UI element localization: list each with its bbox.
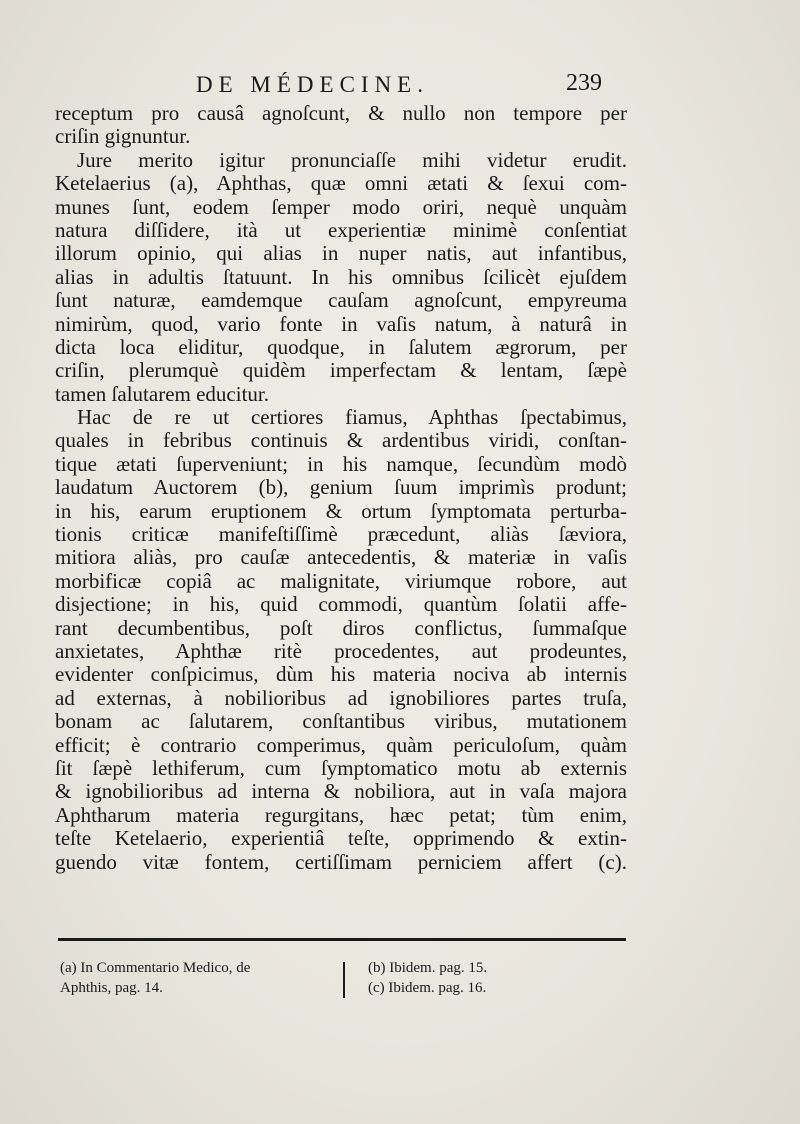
- text-line: guendo vitæ fontem, certiſſimam perniciem affert (c).: [55, 849, 627, 874]
- text-line: rant decumbentibus, poſt diros conflictus, ſummaſque: [55, 615, 627, 640]
- text-line: tamen ſalutarem educitur.: [55, 381, 269, 406]
- text-line: bonam ac ſalutarem, conſtantibus viribus, mutationem: [55, 709, 627, 734]
- text-line: tionis criticæ manifeſtiſſimè præcedunt, aliàs ſæviora,: [55, 522, 627, 547]
- text-line: criſin gignuntur.: [55, 124, 191, 149]
- footnote-a: (a) In Commentario Medico, de: [60, 960, 251, 976]
- text-line: Hac de re ut certiores fiamus, Aphthas ſpectabimus,: [77, 405, 627, 430]
- text-line: efficit; è contrario comperimus, quàm periculoſum, quàm: [55, 732, 627, 757]
- text-line: tique ætati ſuperveniunt; in his namque, ſecundùm modò: [55, 451, 627, 476]
- footnote-column-right: [368, 958, 568, 998]
- page-number: 239: [566, 70, 602, 96]
- text-line: in his, earum eruptionem & ortum ſymptomata perturba-: [55, 498, 627, 523]
- body-text: [55, 102, 627, 874]
- footnote-rule: [58, 938, 626, 941]
- text-line: nimirùm, quod, vario fonte in vaſis natum, à naturâ in: [55, 311, 627, 336]
- text-line: ſunt naturæ, eamdemque cauſam agnoſcunt, empyreuma: [55, 288, 627, 313]
- footnote-a-continued: Aphthis, pag. 14.: [60, 980, 163, 996]
- text-line: ſit ſæpè lethiferum, cum ſymptomatico motu ab externis: [55, 755, 627, 780]
- text-line: Aphtharum materia regurgitans, hæc petat; tùm enim,: [55, 802, 627, 827]
- text-line: munes ſunt, eodem ſemper modo oriri, nequè unquàm: [55, 194, 627, 219]
- running-title: DE MÉDECINE.: [196, 72, 429, 97]
- text-line: illorum opinio, qui alias in nuper natis, aut infantibus,: [55, 241, 627, 266]
- text-line: alias in adultis ſtatuunt. In his omnibus ſcilicèt ejuſdem: [55, 264, 627, 289]
- text-line: dicta loca eliditur, quodque, in ſalutem ægrorum, per: [55, 334, 627, 359]
- text-line: receptum pro causâ agnoſcunt, & nullo non tempore per: [55, 101, 627, 125]
- text-line: teſte Ketelaerio, experientiâ teſte, opprimendo & extin-: [55, 826, 627, 851]
- text-line: disjectione; in his, quid commodi, quantùm ſolatii affe-: [55, 592, 627, 617]
- text-line: natura diſſidere, ità ut experientiæ minimè conſentiat: [55, 217, 627, 242]
- text-line: & ignobilioribus ad interna & nobiliora, aut in vaſa majora: [55, 779, 627, 804]
- page-header: [0, 70, 800, 100]
- text-line: quales in febribus continuis & ardentibus viridi, conſtan-: [55, 428, 627, 453]
- text-line: criſin, plerumquè quidèm imperfectam & lentam, ſæpè: [55, 358, 627, 383]
- footnote-b: (b) Ibidem. pag. 15.: [368, 960, 488, 976]
- text-line: mitiora aliàs, pro cauſæ antecedentis, & materiæ in vaſis: [55, 545, 627, 570]
- text-line: morbificæ copiâ ac malignitate, viriumque robore, aut: [55, 568, 627, 593]
- footnote-c: (c) Ibidem. pag. 16.: [368, 980, 487, 996]
- text-line: Jure merito igitur pronunciaſſe mihi videtur erudit.: [77, 147, 627, 172]
- text-line: laudatum Auctorem (b), genium ſuum imprimìs produnt;: [55, 475, 627, 500]
- text-line: ad externas, à nobilioribus ad ignobiliores partes truſa,: [55, 685, 627, 710]
- footnote-divider: [343, 962, 345, 998]
- footnote-column-left: [60, 958, 336, 998]
- text-line: Ketelaerius (a), Aphthas, quæ omni ætati & ſexui com-: [55, 171, 627, 196]
- text-line: anxietates, Aphthæ ritè procedentes, aut prodeuntes,: [55, 638, 627, 663]
- text-line: evidenter conſpicimus, dùm his materia nociva ab internis: [55, 662, 627, 687]
